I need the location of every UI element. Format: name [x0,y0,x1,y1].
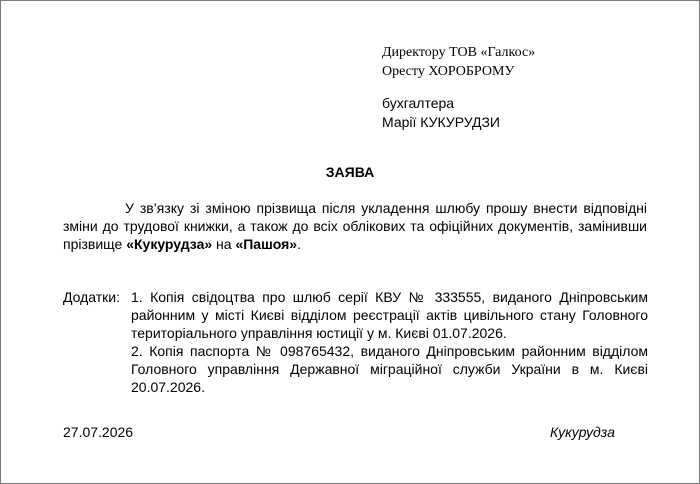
addressee-block [382,43,535,81]
new-surname: «Пашоя» [235,236,298,252]
annexes-label: Додатки: [63,289,121,305]
sender-position: бухгалтера [382,95,455,111]
body-end: . [297,236,301,252]
annex-item: 2. Копія паспорта № 098765432, виданого Дніпровським районним відділом Головного управління Державної міграційної служби України в м. Києві 20.07.2026. [131,343,648,395]
signature: Кукурудза [550,424,615,440]
sender-block [382,94,500,132]
addressee-line2: Оресту ХОРОБРОМУ [382,64,515,79]
body-text-main: У зв’язку зі зміною прізвища після укладення шлюбу прошу внести відповідні зміни до трудової книжки, а також до всіх облікових та офіційних документів, замінивши прізвище [63,200,647,252]
old-surname: «Кукурудза» [126,236,213,252]
sender-name: Марії КУКУРУДЗИ [382,114,500,130]
addressee-line1: Директору ТОВ «Галкос» [382,45,536,60]
annex-item: 1. Копія свідоцтва про шлюб серії КВУ № 333555, виданого Дніпровським районним у місті Києві відділом реєстрації актів цивільного стану Головного територіального управління юстиції у м. Києві 01.07.2026. [131,289,648,341]
statement-body [63,199,647,253]
annexes-list [131,288,648,396]
document-title: ЗАЯВА [325,164,375,180]
document-date: 27.07.2026 [63,424,134,440]
body-connector: на [212,236,236,252]
